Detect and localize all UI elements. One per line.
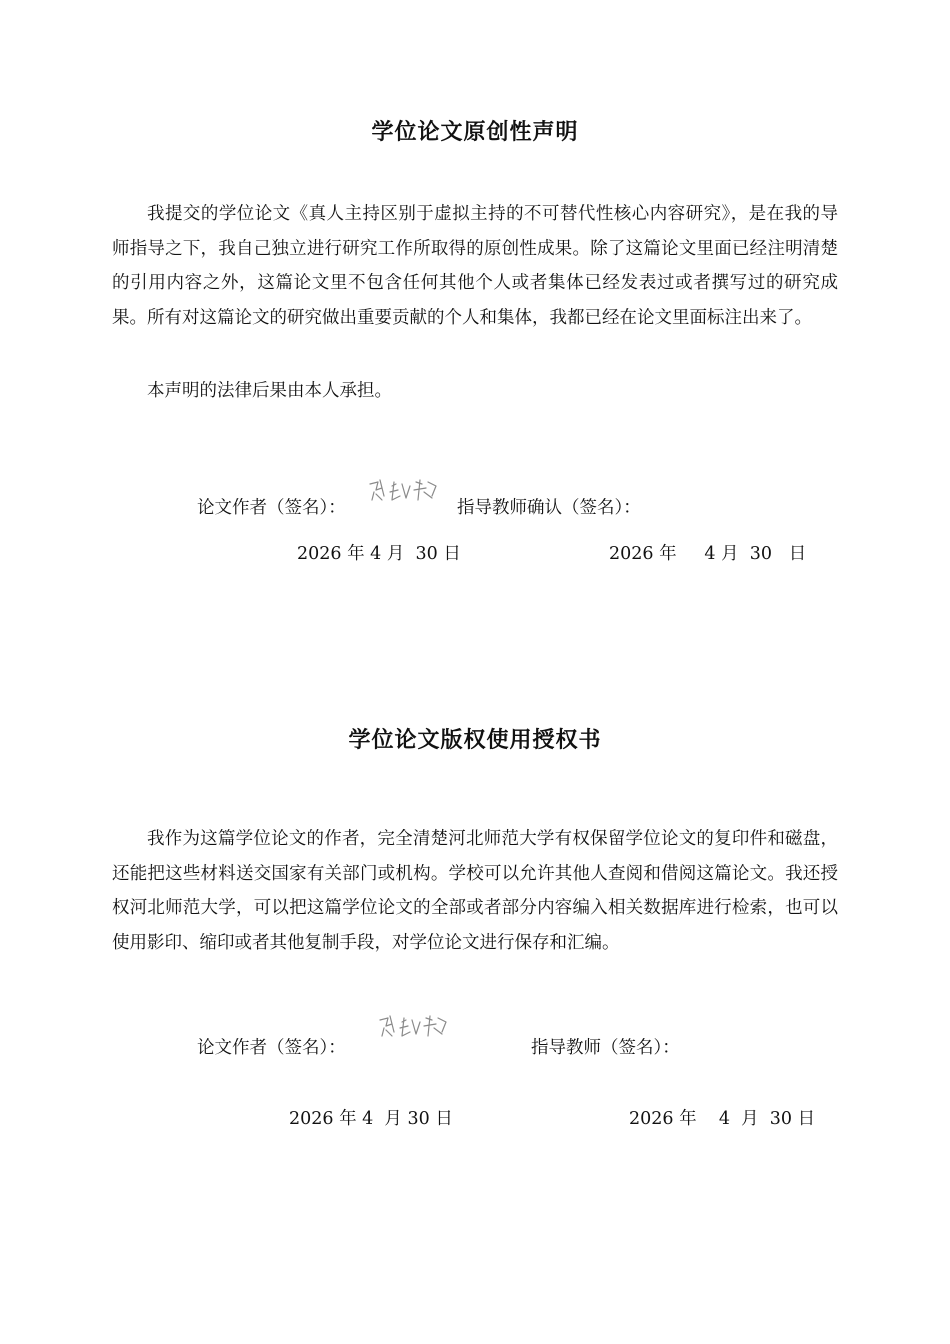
author-handwritten-signature	[366, 474, 442, 508]
author-date: 2026 年 4 月 30 日	[297, 544, 461, 564]
author-date-2: 2026 年 4 月 30 日	[289, 1109, 453, 1129]
author-signature-label-2: 论文作者（签名）：	[197, 1038, 346, 1058]
advisor-signature-label: 指导教师（签名）：	[531, 1038, 680, 1058]
author-handwritten-signature-2	[376, 1010, 452, 1044]
originality-title: 学位论文原创性声明	[371, 120, 579, 145]
originality-paragraph: 我提交的学位论文《真人主持区别于虚拟主持的不可替代性核心内容研究》，是在我的导师指导之下，我自己独立进行研究工作所取得的原创性成果。除了这篇论文里面已经注明清楚的引用内容之外，这篇论文里不包含任何其他个人或者集体已经发表过或者撰写过的研究成果。所有对这篇论文的研究做出重要贡献的个人和集体，我都已经在论文里面标注出来了。	[112, 204, 838, 328]
liability-paragraph: 本声明的法律后果由本人承担。	[147, 381, 392, 401]
copyright-title: 学位论文版权使用授权书	[348, 728, 602, 753]
copyright-paragraph: 我作为这篇学位论文的作者，完全清楚河北师范大学有权保留学位论文的复印件和磁盘，还能把这些材料送交国家有关部门或机构。学校可以允许其他人查阅和借阅这篇论文。我还授权河北师范大学，可以把这篇学位论文的全部或者部分内容编入相关数据库进行检索，也可以使用影印、缩印或者其他复制手段，对学位论文进行保存和汇编。	[112, 829, 838, 953]
advisor-date-2: 2026 年 4 月 30 日	[629, 1109, 816, 1129]
advisor-date: 2026 年 4 月 30 日	[609, 544, 807, 564]
author-signature-label: 论文作者（签名）：	[197, 498, 346, 518]
advisor-confirm-label: 指导教师确认（签名）：	[457, 498, 641, 518]
